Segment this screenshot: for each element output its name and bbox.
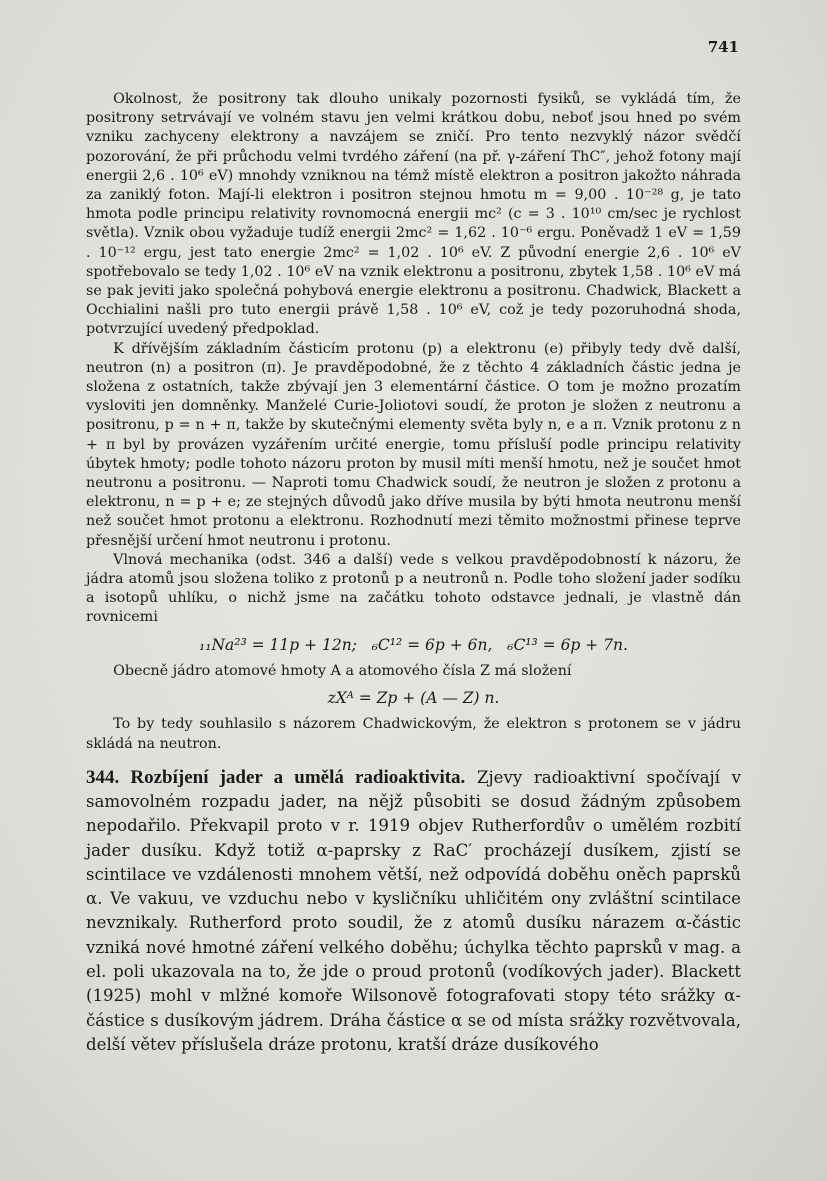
paragraph-positrons: Okolnost, že positrony tak dlouho unikaly pozornosti fysiků, se vykládá tím, že positrony setrvávají ve volném stavu jen velmi krátkou dobu, neboť jsou hned po svém vzniku zachyceny elektrony a navzájem se zničí. Pro tento nezvyklý názor svědčí pozorování, že při průchodu velmi tvrdého záření (na př. γ-záření ThC″, jehož fotony mají energii 2,6 . 10⁶ eV) mnohdy vzniknou na témž místě elektron a positron jakožto náhrada za zaniklý foton. Mají-li elektron i positron stejnou hmotu m = 9,00 . 10⁻²⁸ g, je tato hmota podle principu relativity rovnomocná energii mc² (c = 3 . 10¹⁰ cm/sec je rychlost světla). Vznik obou vyžaduje tudíž energii 2mc² = 1,62 . 10⁻⁶ ergu. Poněvadž 1 eV = 1,59 . 10⁻¹² ergu, jest tato energie 2mc² = 1,02 . 10⁶ eV. Z původní energie 2,6 . 10⁶ eV spotřebovalo se tedy 1,02 . 10⁶ eV na vznik elektronu a positronu, zbytek 1,58 . 10⁶ eV má se pak jeviti jako společná pohybová energie elektronu a positronu. Chadwick, Blackett a Occhialini našli pro tuto energii právě 1,58 . 10⁶ eV, což je tedy pozoruhodná shoda, potvrzující uvedený předpoklad. bbox=[86, 91, 741, 338]
equation-nuclei-composition: ₁₁Na²³ = 11p + 12n; ₆C¹² = 6p + 6n, ₆C¹³ = 6p + 7n. bbox=[199, 635, 628, 654]
paragraph-general-composition: Obecně jádro atomové hmoty A a atomového čísla Z má složení bbox=[113, 662, 572, 679]
section-heading: 344. Rozbíjení jader a umělá radioaktivita. bbox=[86, 766, 466, 788]
body-text-small bbox=[86, 90, 741, 754]
page-number: 741 bbox=[707, 38, 739, 56]
equation-general-nucleus: zXᴬ = Zp + (A — Z) n. bbox=[327, 689, 500, 708]
paragraph-chadwick-agreement: To by tedy souhlasilo s názorem Chadwickovým, že elektron s protonem se v jádru skládá na neutron. bbox=[86, 716, 741, 752]
section-344 bbox=[86, 766, 741, 1058]
section-344-paragraph bbox=[86, 766, 741, 1058]
paragraph-wave-mechanics: Vlnová mechanika (odst. 346 a další) vede s velkou pravděpodobností k názoru, že jádra atomů jsou složena toliko z protonů p a neutronů n. Podle toho složení jader sodíku a isotopů uhlíku, o nichž jsme na začátku tohoto odstavce jednali, je vlastně dán rovnicemi bbox=[86, 551, 741, 626]
section-text: Zjevy radioaktivní spočívají v samovolném rozpadu jader, na nějž působiti se dosud žádným způsobem nepodařilo. Překvapil proto v r. 1919 objev Rutherfordův o umělém rozbití jader dusíku. Když totiž α-paprsky z RaC′ procházejí dusíkem, zjistí se scintilace ve vzdálenosti mnohem větší, než odpovídá doběhu oněch paprsků α. Ve vakuu, ve vzduchu nebo v kysličníku uhličitém ony zvláštní scintilace nevznikaly. Rutherford proto soudil, že z atomů dusíku nárazem α-částic vzniká nové hmotné záření velkého doběhu; úchylka těchto paprsků v mag. a el. poli ukazovala na to, že jde o proud protonů (vodíkových jader). Blackett (1925) mohl v mlžné komoře Wilsonově fotografovati stopy této srážky α-částice s dusíkovým jádrem. Dráha částice α se od místa srážky rozvětvovala, delší větev příslušela dráze protonu, kratší dráze dusíkového bbox=[86, 767, 741, 1054]
paragraph-elementary-particles: K dřívějším základním částicím protonu (p) a elektronu (e) přibyly tedy dvě další, neutron (n) a positron (π). Je pravděpodobné, že z těchto 4 základních částic jedna je složena z ostatních, takže zbývají jen 3 elementární částice. O tom je možno prozatím vysloviti jen domněnky. Manželé Curie-Joliotovi soudí, že proton je složen z neutronu a positronu, p = n + π, takže by skutečnými elementy světa byly n, e a π. Vznik protonu z n + π byl by provázen vyzářením určité energie, tomu přísluší podle principu relativity úbytek hmoty; podle tohoto názoru proton by musil míti menší hmotu, než je součet hmot neutronu a positronu. — Naproti tomu Chadwick soudí, že neutron je složen z protonu a elektronu, n = p + e; ze stejných důvodů jako dříve musila by býti hmota neutronu menší než součet hmot protonu a elektronu. Rozhodnutí mezi těmito možnostmi přinese teprve přesnější určení hmot neutronu i protonu. bbox=[86, 340, 741, 549]
